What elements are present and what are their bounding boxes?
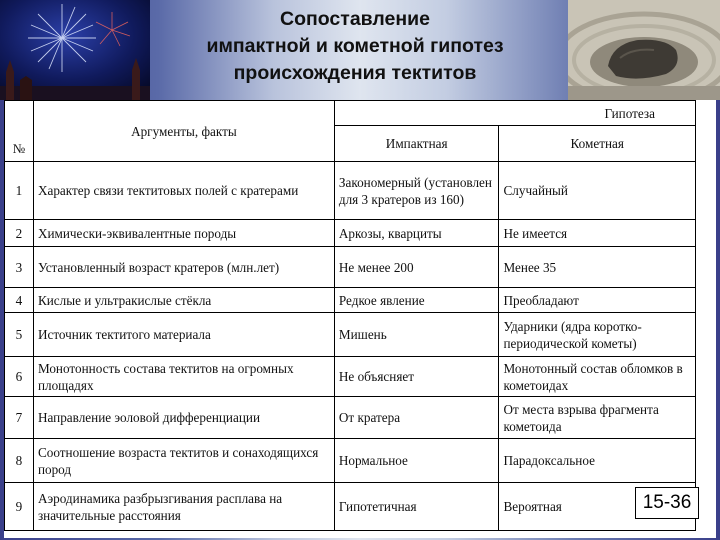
comet-cell: Вероятная xyxy=(499,483,696,531)
comet-cell: Преобладают xyxy=(499,288,696,313)
comet-cell: Случайный xyxy=(499,162,696,220)
header-band xyxy=(0,0,720,100)
slide-title xyxy=(140,6,570,87)
row-number: 6 xyxy=(5,357,34,397)
table-row xyxy=(5,247,696,288)
impact-cell: Гипотетичная xyxy=(334,483,499,531)
comet-cell: От места взрыва фрагмента кометоида xyxy=(499,397,696,439)
fact-cell: Установленный возраст кратеров (млн.лет) xyxy=(33,247,334,288)
title-line-1: Сопоставление xyxy=(280,8,430,30)
comparison-table xyxy=(4,100,696,531)
row-number: 5 xyxy=(5,313,34,357)
fact-cell: Соотношение возраста тектитов и сонаходящихся пород xyxy=(33,439,334,483)
fact-cell: Химически-эквивалентные породы xyxy=(33,220,334,247)
impact-cell: Аркозы, кварциты xyxy=(334,220,499,247)
fact-cell: Кислые и ультракислые стёкла xyxy=(33,288,334,313)
impact-cell: От кратера xyxy=(334,397,499,439)
fact-cell: Направление эоловой дифференциации xyxy=(33,397,334,439)
fact-cell: Монотонность состава тектитов на огромных площадях xyxy=(33,357,334,397)
row-number: 7 xyxy=(5,397,34,439)
fact-cell: Аэродинамика разбрызгивания расплава на значительные расстояния xyxy=(33,483,334,531)
row-number: 8 xyxy=(5,439,34,483)
impact-cell: Закономерный (установлен для 3 кратеров из 160) xyxy=(334,162,499,220)
header-arguments: Аргументы, факты xyxy=(33,101,334,162)
fact-cell: Источник тектитого материала xyxy=(33,313,334,357)
header-comet: Кометная xyxy=(499,126,696,162)
row-number: 3 xyxy=(5,247,34,288)
fireworks-image xyxy=(0,0,150,100)
meteorite-photo xyxy=(568,0,720,100)
row-number: 4 xyxy=(5,288,34,313)
table-row xyxy=(5,397,696,439)
table-row xyxy=(5,483,696,531)
slide-number: 15-36 xyxy=(635,487,699,519)
comet-cell: Менее 35 xyxy=(499,247,696,288)
table-row xyxy=(5,288,696,313)
impact-cell: Не объясняет xyxy=(334,357,499,397)
table-row xyxy=(5,439,696,483)
comet-cell: Ударники (ядра коротко-периодической кометы) xyxy=(499,313,696,357)
header-impact: Импактная xyxy=(334,126,499,162)
comet-cell: Не имеется xyxy=(499,220,696,247)
row-number: 1 xyxy=(5,162,34,220)
table-row xyxy=(5,220,696,247)
impact-cell: Нормальное xyxy=(334,439,499,483)
fact-cell: Характер связи тектитовых полей с кратерами xyxy=(33,162,334,220)
row-number: 2 xyxy=(5,220,34,247)
title-line-2: импактной и кометной гипотез xyxy=(206,35,504,57)
table-row xyxy=(5,357,696,397)
comet-cell: Монотонный состав обломков в кометоидах xyxy=(499,357,696,397)
row-number: 9 xyxy=(5,483,34,531)
table-row xyxy=(5,162,696,220)
impact-cell: Мишень xyxy=(334,313,499,357)
table-row xyxy=(5,313,696,357)
impact-cell: Не менее 200 xyxy=(334,247,499,288)
header-hypothesis: Гипотеза xyxy=(334,101,695,126)
impact-cell: Редкое явление xyxy=(334,288,499,313)
header-number: № xyxy=(5,101,34,162)
comet-cell: Парадоксальное xyxy=(499,439,696,483)
title-line-3: происхождения тектитов xyxy=(233,62,477,84)
